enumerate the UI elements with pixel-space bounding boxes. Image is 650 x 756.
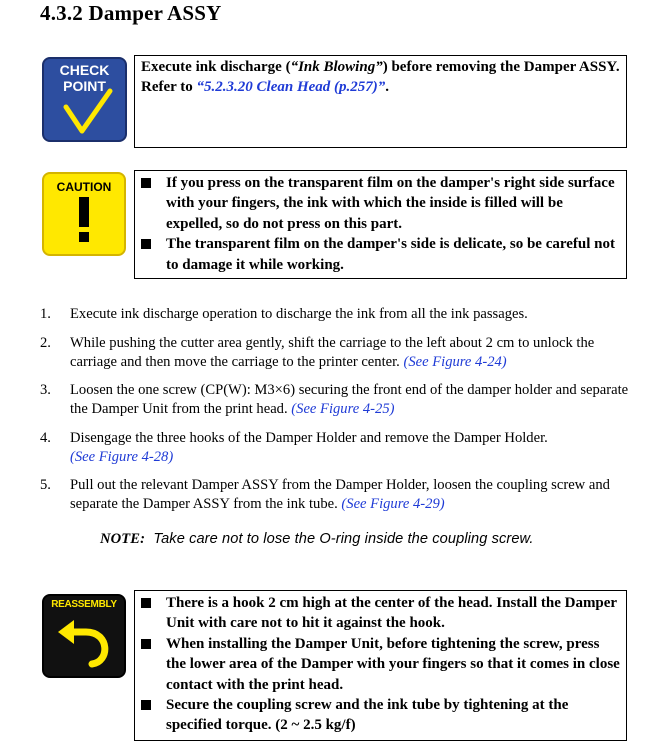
step-item: 4. Disengage the three hooks of the Damper Holder and remove the Damper Holder. (See Figure 4-28): [40, 429, 548, 465]
check-point-box: [134, 55, 627, 148]
step-item: 1. Execute ink discharge operation to discharge the ink from all the ink passages.: [40, 306, 528, 322]
section-title: 4.3.2 Damper ASSY: [40, 1, 222, 25]
step-item: 3. Loosen the one screw (CP(W): M3×6) securing the front end of the damper holder and separate the Damper Unit from the print head. (See Figure 4-25): [40, 382, 629, 417]
check-point-icon-line1: CHECK: [59, 62, 110, 78]
reassembly-icon: [42, 594, 126, 678]
note: [100, 531, 534, 548]
exclamation-icon: [42, 172, 126, 256]
reassembly-item: There is a hook 2 cm high at the center of the head. Install the Damper Unit with care not to hit it against the hook.: [139, 593, 620, 634]
figure-link[interactable]: (See Figure 4-29): [341, 496, 445, 512]
reassembly-item: When installing the Damper Unit, before tightening the screw, press the lower area of the Damper with your fingers so that it comes in close contact with the print head.: [139, 634, 620, 695]
reassembly-icon-label: REASSEMBLY: [51, 599, 117, 610]
caution-box: [134, 170, 627, 279]
return-arrow-icon: [42, 594, 126, 678]
note-label: NOTE:: [100, 531, 146, 547]
caution-item: The transparent film on the damper's side is delicate, so be careful not to damage it while working.: [139, 234, 620, 275]
clean-head-link[interactable]: “5.2.3.20 Clean Head (p.257)”: [196, 79, 386, 95]
procedure-steps: [40, 305, 640, 524]
figure-link[interactable]: (See Figure 4-28): [70, 448, 174, 465]
check-point-icon: [42, 57, 127, 142]
caution-icon-label: CAUTION: [56, 180, 112, 194]
caution-icon: [42, 172, 126, 256]
check-point-text1: Execute ink discharge (“Ink Blowing”) before removing the Damper ASSY.: [141, 59, 620, 75]
caution-item: If you press on the transparent film on the damper's right side surface with your fingers, the ink with which the inside is filled will be expelled, so do not press on this part.: [139, 173, 620, 234]
checkmark-icon: [42, 57, 127, 142]
note-text: Take care not to lose the O-ring inside the coupling screw.: [153, 531, 534, 547]
reassembly-item: Secure the coupling screw and the ink tube by tightening at the specified torque. (2 ~ 2.5 kg/f): [139, 695, 620, 736]
reassembly-box: [134, 590, 627, 741]
step-item: 5. Pull out the relevant Damper ASSY from the Damper Holder, loosen the coupling screw and separate the Damper ASSY from the ink tube. (See Figure 4-29): [40, 477, 610, 512]
figure-link[interactable]: (See Figure 4-24): [403, 353, 507, 370]
figure-link[interactable]: (See Figure 4-25): [291, 401, 395, 417]
check-point-icon-line2: POINT: [63, 78, 106, 94]
check-point-text2: Refer to “5.2.3.20 Clean Head (p.257)”.: [141, 79, 390, 95]
step-item: 2. While pushing the cutter area gently, shift the carriage to the left about 2 cm to unlock the carriage and then move the carriage to the printer center. (See Figure 4-24): [40, 334, 595, 370]
